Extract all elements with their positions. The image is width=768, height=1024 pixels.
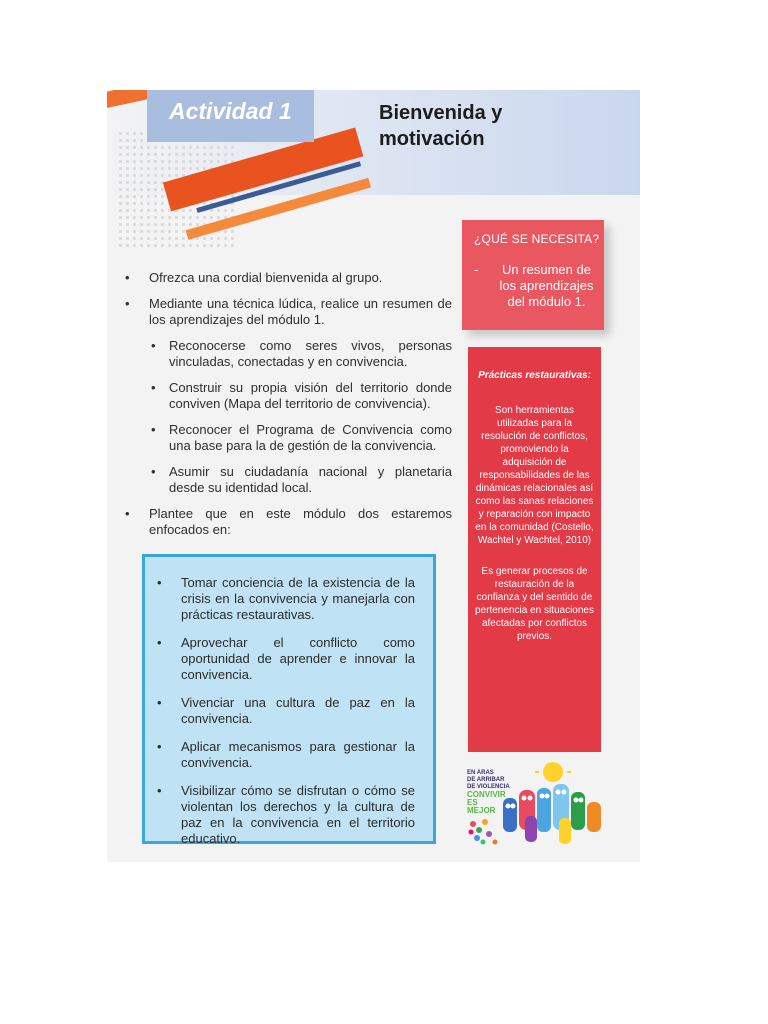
document-page bbox=[107, 90, 640, 862]
focus-item: • Visibilizar cómo se disfrutan o cómo se violentan los derechos y la cultura de paz en la convivencia en el territorio educativo. bbox=[157, 783, 415, 846]
requirements-box bbox=[462, 220, 604, 330]
sub-list-item: • Asumir su ciudadanía nacional y planetaria desde su identidad local. bbox=[151, 464, 452, 495]
sub-list-item: • Reconocer el Programa de Convivencia como una base para la de gestión de la convivencia. bbox=[151, 422, 452, 453]
requirements-dash: - bbox=[474, 262, 479, 277]
list-item: • Mediante una técnica lúdica, realice un resumen de los aprendizajes del módulo 1. bbox=[125, 296, 452, 327]
focus-item: • Vivenciar una cultura de paz en la convivencia. bbox=[157, 695, 415, 726]
sub-list-item: • Construir su propia visión del territorio donde conviven (Mapa del territorio de convivencia). bbox=[151, 380, 452, 411]
focus-item: • Tomar conciencia de la existencia de la crisis en la convivencia y manejarla con prácticas restaurativas. bbox=[157, 575, 415, 622]
program-logo: EN ARAS DE ARRIBAR DE VIOLENCIA CONVIVIR ES MEJOR bbox=[467, 770, 510, 815]
focus-box bbox=[142, 554, 436, 844]
activity-label: Actividad 1 bbox=[169, 98, 292, 124]
definition-paragraph: Es generar procesos de restauración de la confianza y del sentido de pertenencia en situaciones afectadas por conflictos previos. bbox=[475, 566, 594, 642]
definition-box bbox=[468, 347, 601, 752]
focus-item: • Aprovechar el conflicto como oportunidad de aprender e innovar la convivencia. bbox=[157, 635, 415, 682]
focus-list bbox=[145, 575, 433, 859]
list-item: • Ofrezca una cordial bienvenida al grupo. bbox=[125, 270, 383, 285]
requirements-item: Un resumen de los aprendizajes del módulo 1. bbox=[499, 262, 594, 309]
list-item: • Plantee que en este módulo dos estaremos enfocados en: bbox=[125, 506, 452, 537]
definition-title: Prácticas restaurativas: bbox=[478, 370, 591, 381]
page-title: Bienvenida y motivación bbox=[379, 102, 503, 150]
focus-item: • Aplicar mecanismos para gestionar la convivencia. bbox=[157, 739, 415, 770]
definition-paragraph: Son herramientas utilizadas para la resolución de conflictos, promoviendo la adquisición de responsabilidades de las dinámicas relacionales así como las sanas relaciones y reparación con impacto en la comunidad (Costello, Wachtel y Wachtel, 2010) bbox=[475, 405, 594, 546]
instruction-list bbox=[107, 270, 452, 548]
requirements-title: ¿QUÉ SE NECESITA? bbox=[474, 232, 600, 246]
sub-list-item: • Reconocerse como seres vivos, personas vinculadas, conectadas y en convivencia. bbox=[151, 338, 452, 369]
